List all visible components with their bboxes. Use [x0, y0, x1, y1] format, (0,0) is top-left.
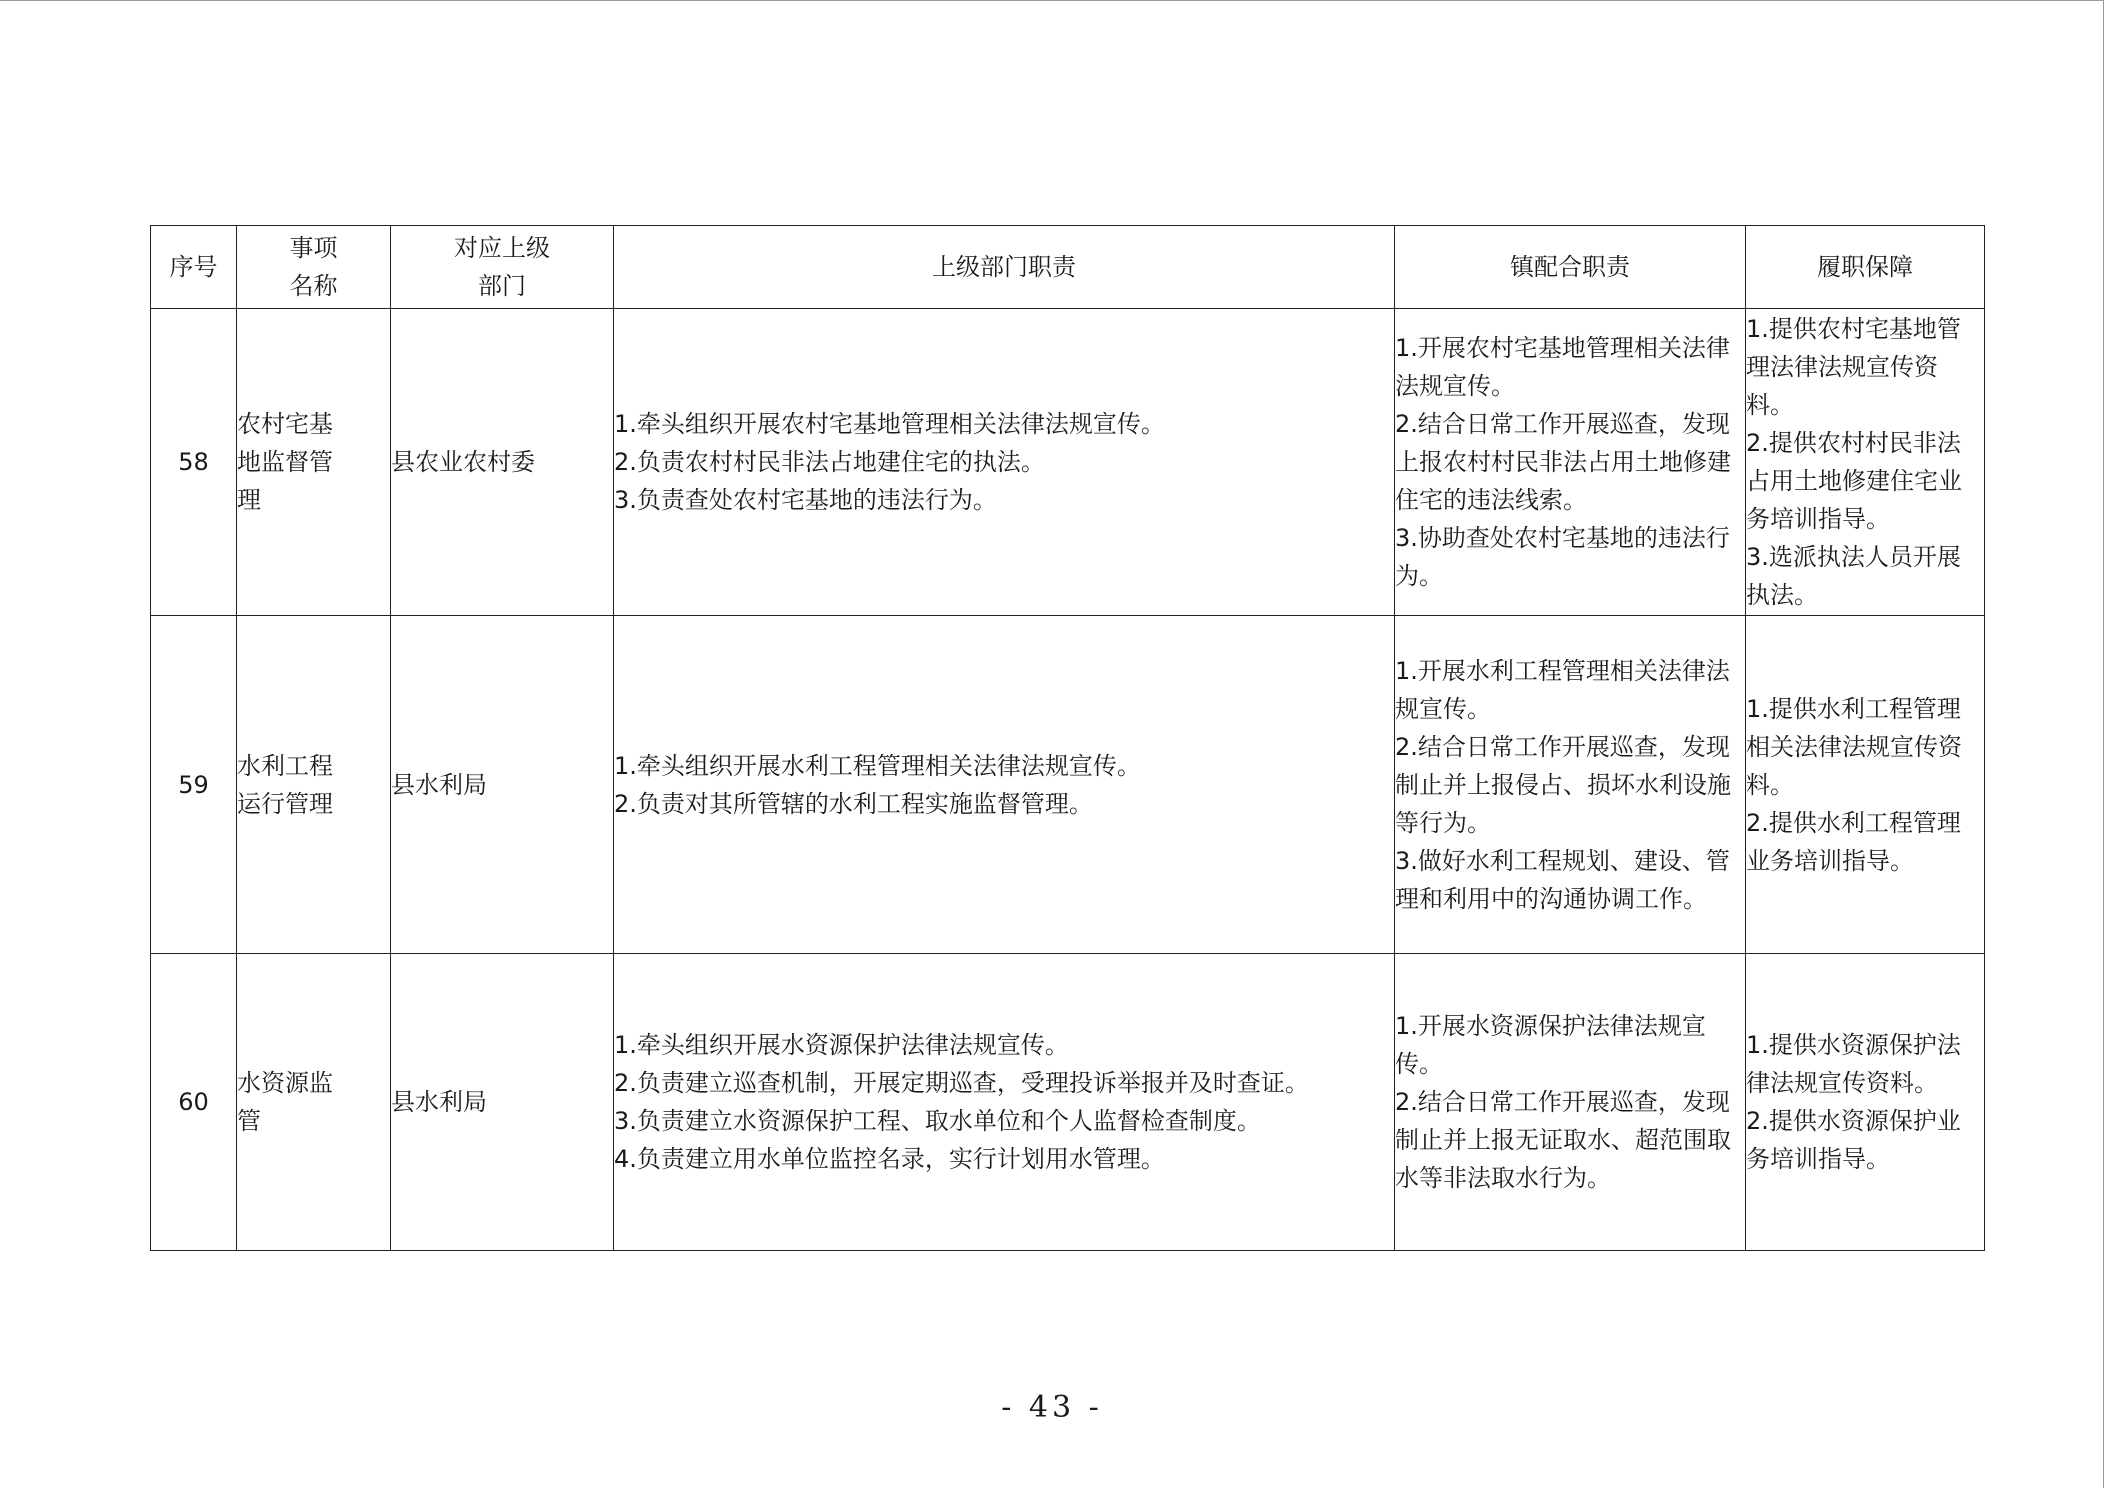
duty-item: 4.负责建立用水单位监控名录，实行计划用水管理。 — [614, 1145, 1165, 1173]
row-name — [237, 954, 391, 1251]
guarantee-item: 1.提供水资源保护法律法规宣传资料。 — [1746, 1031, 1961, 1097]
row-town-duty — [1395, 954, 1746, 1251]
row-name-line: 运行管理 — [237, 789, 333, 818]
row-name-line: 农村宅基 — [237, 410, 333, 438]
header-town: 镇配合职责 — [1395, 226, 1746, 309]
duty-item: 1.牵头组织开展农村宅基地管理相关法律法规宣传。 — [614, 410, 1165, 438]
duty-item: 1.牵头组织开展水资源保护法律法规宣传。 — [614, 1031, 1069, 1059]
page-number: - 43 - — [1001, 1390, 1103, 1425]
guarantee-item: 1.提供农村宅基地管理法律法规宣传资料。 — [1746, 315, 1961, 419]
row-guarantee — [1746, 309, 1985, 616]
row-name-line: 水利工程 — [237, 751, 333, 780]
row-duty — [614, 309, 1395, 616]
duty-table — [150, 225, 1985, 1251]
page-border-top — [0, 0, 2104, 1]
row-name-line: 管 — [237, 1107, 261, 1135]
header-name-line: 名称 — [289, 272, 338, 300]
row-dept: 县水利局 — [391, 954, 614, 1251]
guarantee-item: 1.提供水利工程管理相关法律法规宣传资料。 — [1746, 694, 1962, 799]
row-guarantee — [1746, 616, 1985, 954]
duty-item: 2.负责建立巡查机制，开展定期巡查，受理投诉举报并及时查证。 — [614, 1069, 1309, 1097]
duty-item: 2.负责对其所管辖的水利工程实施监督管理。 — [614, 789, 1093, 818]
guarantee-item: 2.提供农村村民非法占用土地修建住宅业务培训指导。 — [1746, 429, 1962, 533]
header-duty: 上级部门职责 — [614, 226, 1395, 309]
duty-item: 3.负责建立水资源保护工程、取水单位和个人监督检查制度。 — [614, 1107, 1261, 1135]
header-dept — [391, 226, 614, 309]
table-header-row — [151, 226, 1985, 309]
header-guarantee: 履职保障 — [1746, 226, 1985, 309]
town-item: 1.开展农村宅基地管理相关法律法规宣传。 — [1395, 334, 1730, 400]
header-dept-line: 对应上级 — [454, 234, 550, 262]
table-row — [151, 309, 1985, 616]
row-seq: 59 — [151, 616, 237, 954]
duty-item: 3.负责查处农村宅基地的违法行为。 — [614, 486, 997, 514]
row-name — [237, 309, 391, 616]
guarantee-item: 3.选派执法人员开展执法。 — [1746, 543, 1961, 609]
row-seq: 58 — [151, 309, 237, 616]
town-item: 1.开展水资源保护法律法规宣传。 — [1395, 1012, 1706, 1078]
town-item: 2.结合日常工作开展巡查，发现制止并上报无证取水、超范围取水等非法取水行为。 — [1395, 1088, 1731, 1192]
row-name-line: 地监督管 — [237, 448, 333, 476]
town-item: 2.结合日常工作开展巡查，发现上报农村村民非法占用土地修建住宅的违法线索。 — [1395, 410, 1731, 514]
row-dept: 县水利局 — [391, 616, 614, 954]
row-town-duty — [1395, 309, 1746, 616]
header-dept-line: 部门 — [478, 272, 526, 300]
header-name-line: 事项 — [289, 234, 338, 262]
guarantee-item: 2.提供水利工程管理业务培训指导。 — [1746, 808, 1961, 875]
row-name — [237, 616, 391, 954]
row-seq: 60 — [151, 954, 237, 1251]
header-name — [237, 226, 391, 309]
town-item: 2.结合日常工作开展巡查，发现制止并上报侵占、损坏水利设施等行为。 — [1395, 732, 1731, 837]
row-guarantee — [1746, 954, 1985, 1251]
town-item: 3.做好水利工程规划、建设、管理和利用中的沟通协调工作。 — [1395, 846, 1730, 913]
row-duty — [614, 954, 1395, 1251]
table-row — [151, 616, 1985, 954]
town-item: 3.协助查处农村宅基地的违法行为。 — [1395, 524, 1730, 590]
row-town-duty — [1395, 616, 1746, 954]
row-dept: 县农业农村委 — [391, 309, 614, 616]
duty-item: 1.牵头组织开展水利工程管理相关法律法规宣传。 — [614, 751, 1141, 780]
table-row — [151, 954, 1985, 1251]
town-item: 1.开展水利工程管理相关法律法规宣传。 — [1395, 656, 1730, 723]
row-name-line: 理 — [237, 486, 261, 514]
duty-item: 2.负责农村村民非法占地建住宅的执法。 — [614, 448, 1045, 476]
header-seq: 序号 — [151, 226, 237, 309]
guarantee-item: 2.提供水资源保护业务培训指导。 — [1746, 1107, 1961, 1173]
row-duty — [614, 616, 1395, 954]
row-name-line: 水资源监 — [237, 1069, 333, 1097]
